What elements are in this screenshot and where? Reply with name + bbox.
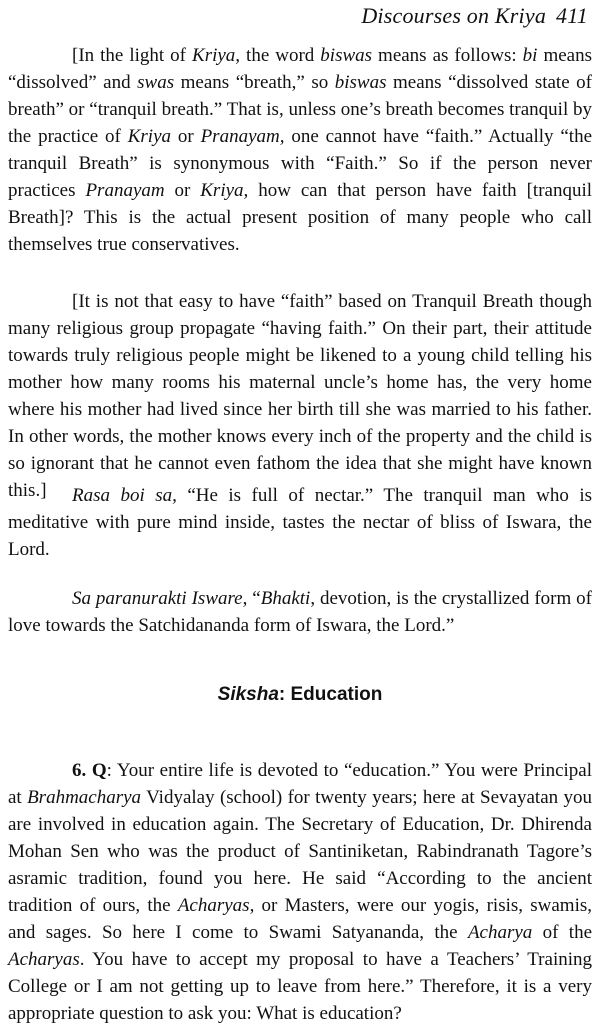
italic-term: swas (137, 72, 175, 93)
page-number: 411 (556, 3, 588, 28)
question-label: 6. Q (72, 760, 107, 781)
paragraph-rasa (8, 482, 592, 563)
sanskrit-quote: Rasa boi sa, (72, 485, 177, 506)
section-heading (0, 684, 600, 706)
text-run: Vidyalay (school) for twenty years; here at Sevayatan you are involved in education again. The Secretary of Education, Dr. Dhirenda Mohan Sen who was the product of Santiniketan, Rabindranath Tagore’s asramic tradition, found you here. He said “According to the ancient tradition of ours, the (8, 787, 592, 916)
text-run: of the (532, 922, 593, 943)
running-title: Discourses on Kriya (361, 3, 547, 28)
text-run: how can that person have faith [tranquil Breath]? This is the actual present position of many people who call themselves true conservatives. (8, 180, 593, 255)
italic-term: Acharyas (8, 949, 80, 970)
text-run: “He is full of nectar.” The tranquil man who is meditative with pure mind inside, tastes the nectar of bliss of Iswara, the Lord. (8, 485, 592, 560)
question-paragraph (8, 757, 592, 1027)
italic-term: Acharyas (177, 895, 250, 916)
text-run: means “breath,” so (174, 72, 335, 93)
running-header (361, 3, 588, 29)
paragraph-bhakti (8, 585, 592, 639)
text-run: , or Masters, were our yogis, risis, swamis, and sages. So here I come to Swami Satyananda, the (8, 895, 592, 943)
text-run: or (164, 180, 201, 201)
sanskrit-quote: Sa paranurakti Isware (72, 588, 243, 609)
text-run: , “ (242, 588, 261, 609)
paragraph-text: [It is not that easy to have “faith” based on Tranquil Breath though many religious group propagate “having faith.” On their part, their attitude towards truly religious people might be likened to a young child telling his mother how many rooms his maternal uncle’s home has, the very home where his mother had lived since her birth till she was married to his father. In other words, the mother knows every inch of the property and the child is so ignorant that he cannot even fathom the idea that she might have known this.] (8, 291, 592, 501)
text-run: one cannot have “faith.” Actually “the tranquil Breath” is synonymous with “Faith.” So if the person never practices (8, 126, 593, 201)
text-run: means “dissolved” and (8, 45, 592, 93)
italic-term: biswas (334, 72, 387, 93)
text-run: . You have to accept my proposal to have a Teachers’ Training College or I am not getting up to leave from here.” Therefore, it is a very appropriate question to ask you: What is education? (8, 949, 592, 1024)
italic-term: Pranayam, (200, 126, 285, 147)
text-run: : Your entire life is devoted to “education.” You were Principal at (8, 760, 593, 808)
text-run: [In the light of (72, 45, 193, 66)
italic-term: Pranayam (85, 180, 165, 201)
text-run: , devotion, is the crystallized form of love towards the Satchidananda form of Iswara, the Lord.” (8, 588, 592, 636)
section-term: Siksha (217, 684, 279, 705)
text-run: means as follows: (372, 45, 523, 66)
italic-term: biswas (320, 45, 373, 66)
text-run: means “dissolved state of breath” or “tranquil breath.” That is, unless one’s breath becomes tranquil by the practice of (8, 72, 593, 147)
italic-term: Brahmacharya (27, 787, 142, 808)
paragraph-biswas (8, 42, 592, 258)
italic-term: Kriya (127, 126, 172, 147)
text-run: or (171, 126, 201, 147)
italic-term: Acharya (467, 922, 533, 943)
italic-term: Bhakti (260, 588, 311, 609)
section-title: : Education (278, 684, 383, 705)
italic-term: bi (522, 45, 538, 66)
paragraph-faith (8, 288, 592, 504)
italic-term: Kriya, (192, 45, 241, 66)
italic-term: Kriya, (200, 180, 249, 201)
text-run: the word (240, 45, 321, 66)
